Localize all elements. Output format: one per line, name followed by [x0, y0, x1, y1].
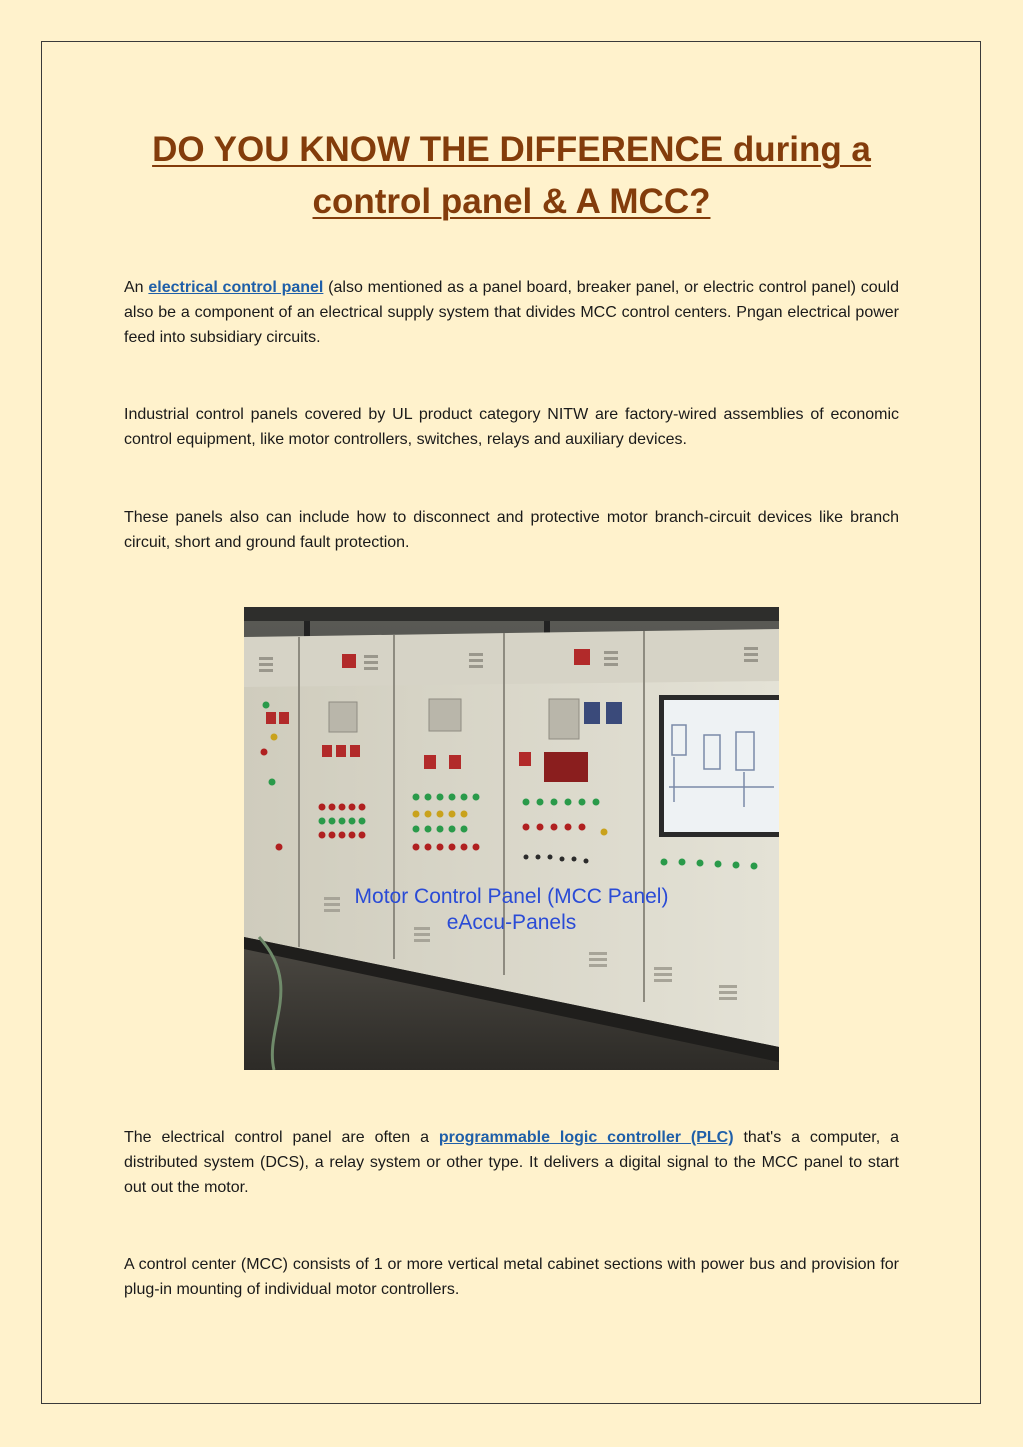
intro-text-end: (also mentioned as a panel board, breaker panel, or electric control panel) could also be a component of an electrical supply system that divides MCC control centers. Pngan electrical power feed into subsidiary circuits.: [124, 279, 900, 346]
paragraph-mcc-definition: A control center (MCC) consists of 1 or more vertical metal cabinet sections with power bus and provision for plug-in mounting of individual motor controllers.: [124, 1256, 899, 1298]
mcc-panel-photo: [244, 607, 779, 1070]
electrical-control-panel-link[interactable]: electrical control panel: [148, 279, 324, 296]
plc-link[interactable]: programmable logic controller (PLC): [438, 1129, 734, 1146]
mcc-panel-illustration: [244, 607, 779, 1070]
page-title: DO YOU KNOW THE DIFFERENCE during a control panel & A MCC?: [152, 130, 871, 221]
plc-text-end: that's a computer, a distributed system (DCS), a relay system or other type. It delivers a digital signal to the MCC panel to start out out the motor.: [124, 1129, 899, 1196]
photo-caption-title: Motor Control Panel (MCC Panel): [354, 885, 669, 908]
paragraph-intro: [124, 275, 899, 350]
paragraph-protective-devices: These panels also can include how to disconnect and protective motor branch-circuit devices like branch circuit, short and ground fault protection.: [124, 509, 899, 551]
paragraph-industrial-panels: Industrial control panels covered by UL product category NITW are factory-wired assemblies of economic control equipment, like motor controllers, switches, relays and auxiliary devices.: [124, 406, 899, 448]
paragraph-plc: [124, 1125, 899, 1200]
plc-text-start: The electrical control panel are often a: [124, 1129, 439, 1146]
photo-caption-brand: eAccu-Panels: [446, 911, 577, 934]
intro-text-start: An: [124, 279, 149, 296]
